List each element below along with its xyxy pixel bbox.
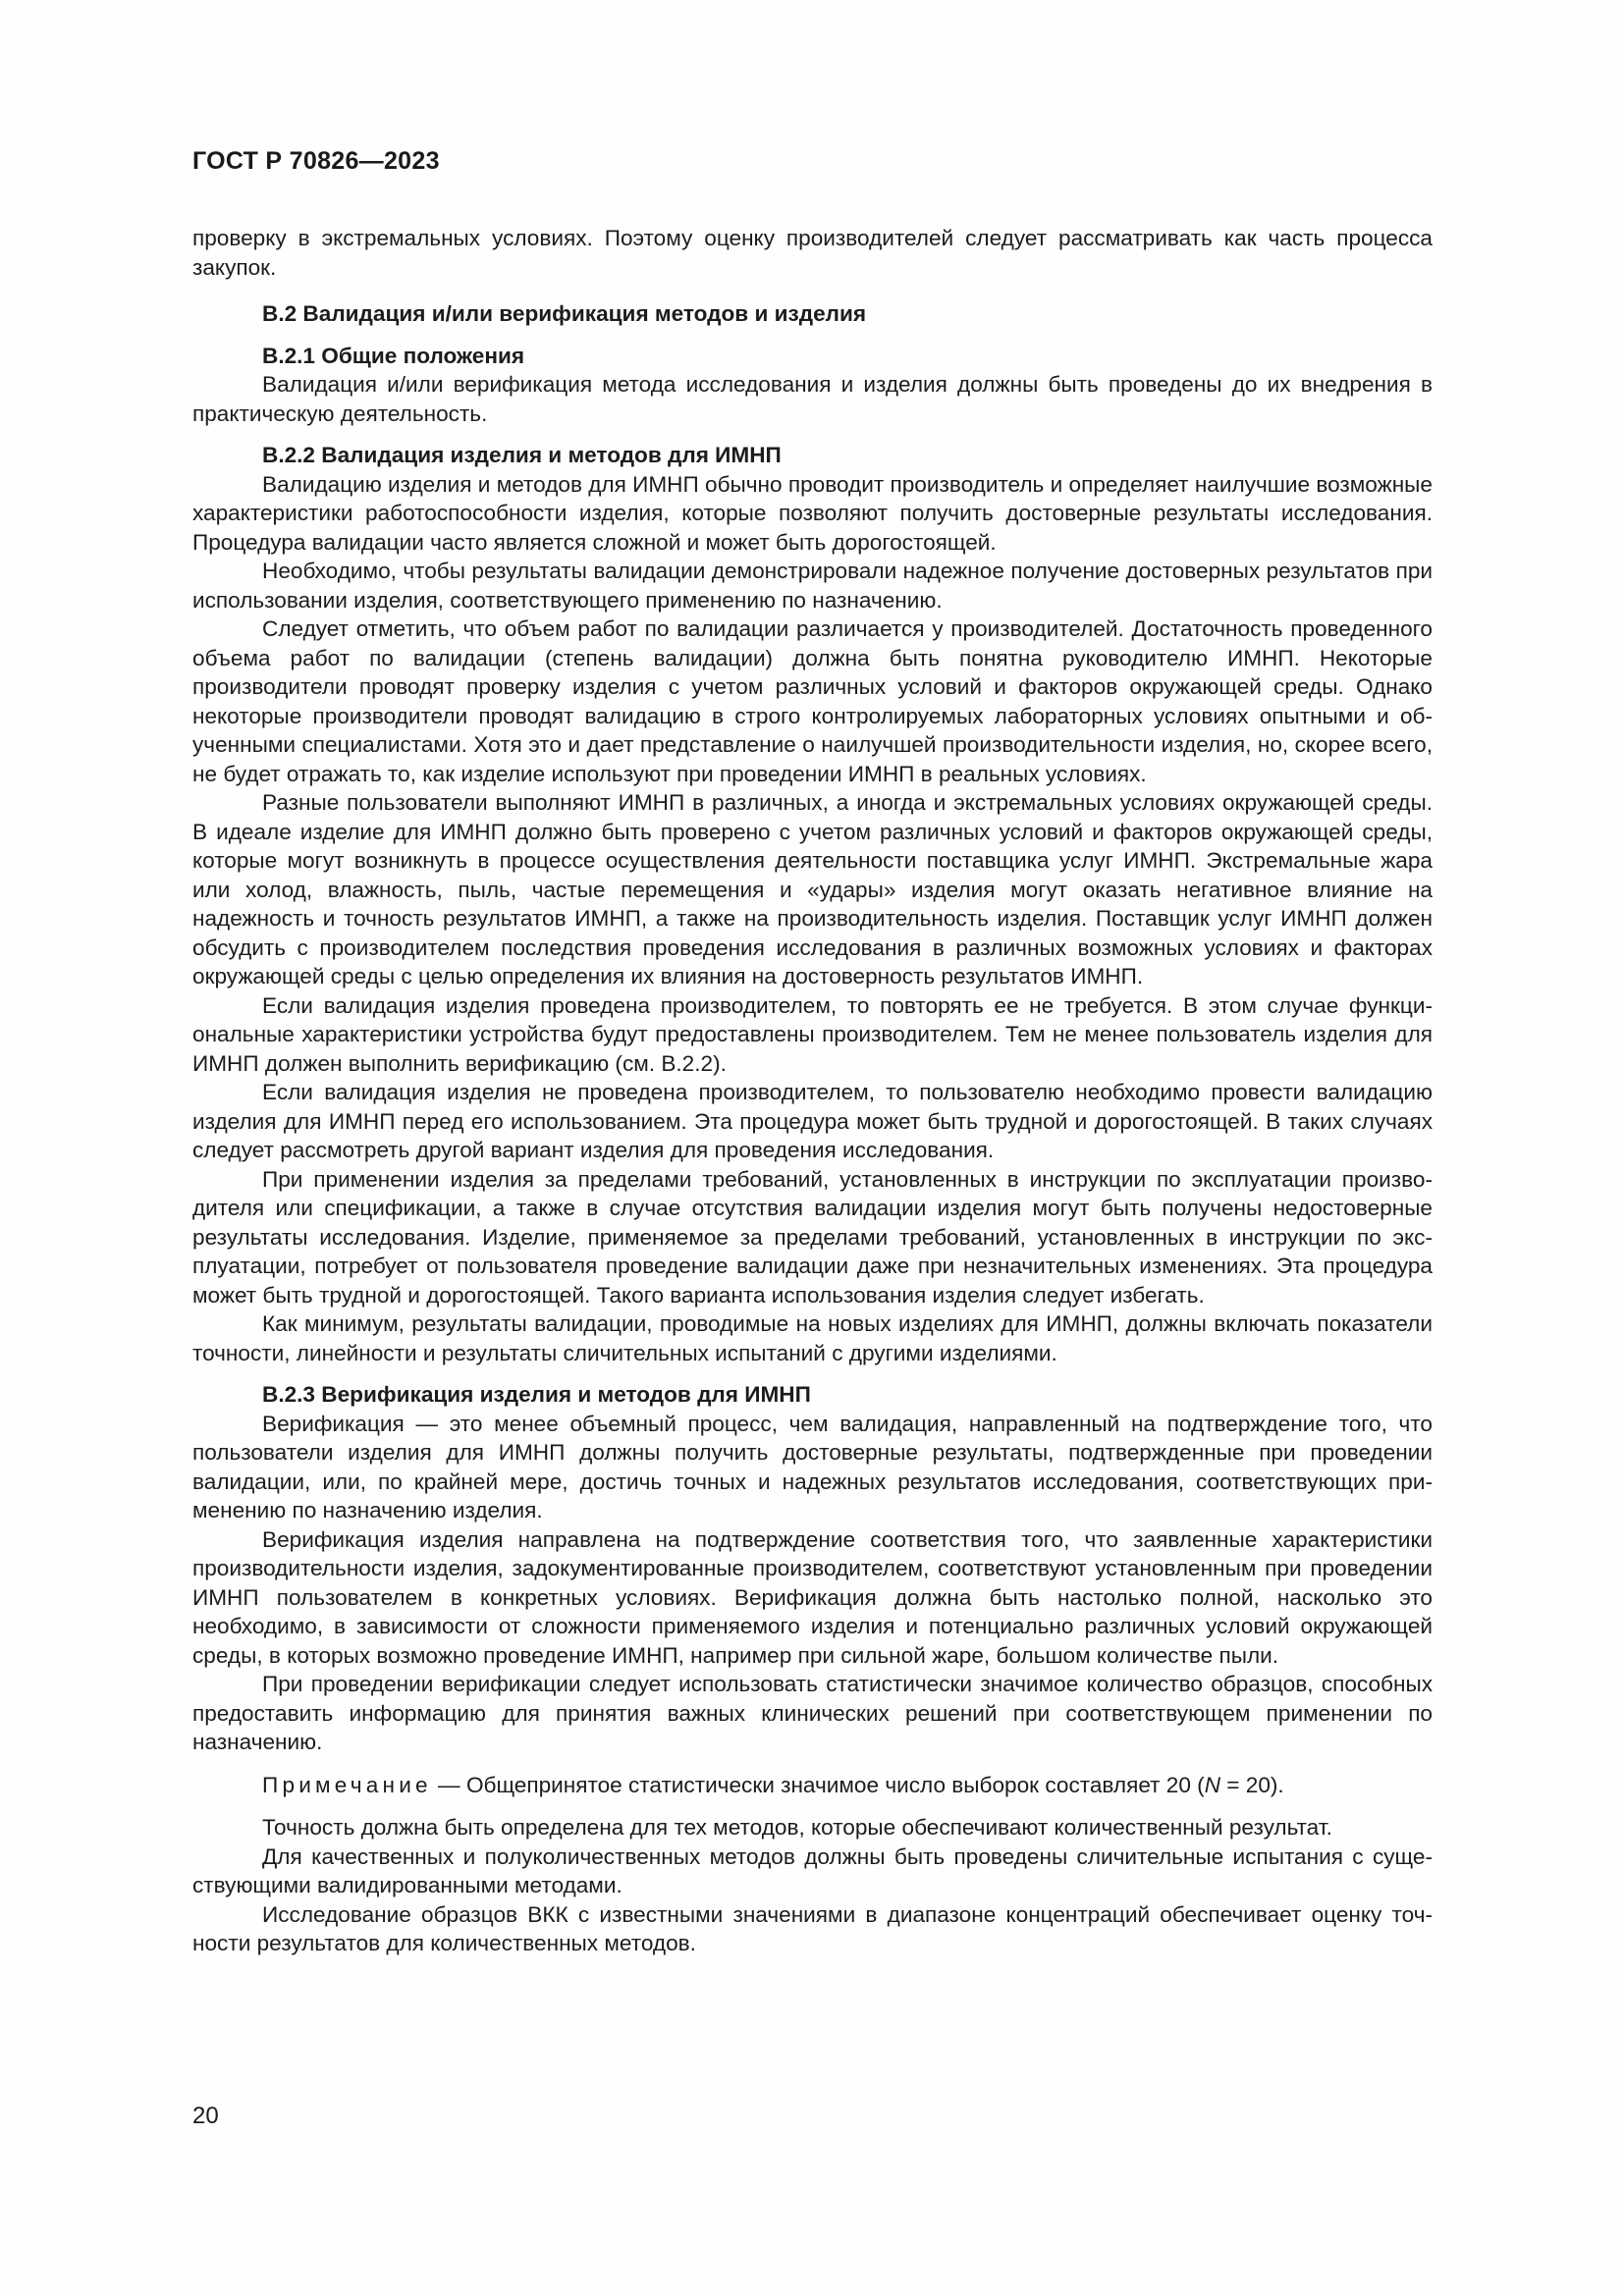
subsection-heading: В.2.1 Общие положения [262, 343, 525, 368]
body-paragraph: Если валидация изделия проведена производителем, то повторять ее не требуется. В этом случае функциональные характеристики устройства будут предоставлены производителем. Тем не менее пользователь изделия для ИМНП должен выполнить верификацию (см. В.2.2). [192, 992, 1433, 1076]
body-paragraph: Валидация и/или верификация метода исследования и изделия должны быть проведены до их внедрения в практическую деятельность. [192, 372, 1433, 426]
subsection-heading: В.2.2 Валидация изделия и методов для ИМНП [262, 443, 782, 467]
document-body [192, 224, 1433, 1958]
note-text-end: = 20). [1220, 1772, 1284, 1797]
note-paragraph [192, 1771, 1433, 1800]
body-paragraph: Разные пользователи выполняют ИМНП в различных, а иногда и экстремальных условиях окружающей среды. В идеале изделие для ИМНП должно быть проверено с учетом различных условий и факторов окружающей среды, которые могут возникнуть в процессе осуществления деятельности поставщика услуг ИМНП. Экстремальные жара или холод, влажность, пыль, частые перемещения и «удары» изделия могут оказать негативное влияние на надежность и точность результатов ИМНП, а также на производительность изделия. Поставщик услуг ИМНП должен обсудить с производителем последствия проведения исследования в различных возможных условиях и факторах окружающей среды с целью определения их влияния на достоверность результатов ИМНП. [192, 790, 1433, 988]
body-paragraph: Как минимум, результаты валидации, проводимые на новых изделиях для ИМНП, должны включать показатели точности, линейности и результаты сличительных испытаний с другими изделиями. [192, 1311, 1433, 1365]
section-heading: В.2 Валидация и/или верификация методов и изделия [262, 301, 867, 326]
body-paragraph: Исследование образцов ВКК с известными значениями в диапазоне концентраций обеспечивает оценку точности результатов для количественных методов. [192, 1901, 1433, 1955]
body-paragraph: Для качественных и полуколичественных методов должны быть проведены сличительные испытания с существующими валидированными методами. [192, 1843, 1433, 1897]
body-paragraph: проверку в экстремальных условиях. Поэтому оценку производителей следует рассматривать как часть процесса закупок. [192, 226, 1433, 280]
body-paragraph: Следует отметить, что объем работ по валидации различается у производителей. Достаточность проведенного объема работ по валидации (степень валидации) должна быть понятна руководителю ИМНП. Некоторые производители проводят проверку изделия с учетом различных условий и факторов окружающей среды. Однако некоторые производители проводят валидацию в строго контролируемых лабораторных условиях опытными и обученными специалистами. Хотя это и дает представление о наилучшей производительности изделия, но, скорее всего, не будет отражать то, как изделие используют при проведении ИМНП в реальных условиях. [192, 616, 1433, 786]
subsection-heading: В.2.3 Верификация изделия и методов для ИМНП [262, 1382, 811, 1407]
body-paragraph: Точность должна быть определена для тех методов, которые обеспечивают количественный результат. [262, 1815, 1332, 1840]
note-dash: — [431, 1772, 466, 1797]
page-number: 20 [192, 2103, 219, 2129]
body-paragraph: При проведении верификации следует использовать статистически значимое количество образцов, способных предоставить информацию для принятия важных клинических решений при соответствующем применении по назначению. [192, 1672, 1433, 1754]
document-header: ГОСТ Р 70826—2023 [192, 147, 440, 175]
body-paragraph: Верификация изделия направлена на подтверждение соответствия того, что заявленные характеристики производительности изделия, задокументированные производителем, соответствуют установленным при проведении ИМНП пользователем в конкретных условиях. Верификация должна быть настолько полной, насколько это необходимо, в зависимости от сложности применяемого изделия и потенциально различных условий окружающей среды, в которых возможно проведение ИМНП, например при сильной жаре, большом количестве пыли. [192, 1526, 1433, 1668]
body-paragraph: При применении изделия за пределами требований, установленных в инструкции по эксплуатации производителя или спецификации, а также в случае отсутствия валидации изделия могут быть получены недостоверные результаты исследования. Изделие, применяемое за пределами требований, установленных в инструкции по эксплуатации, потребует от пользователя проведение валидации даже при незначительных изменениях. Эта процедура может быть трудной и дорогостоящей. Такого варианта использования изделия следует избегать. [192, 1166, 1433, 1308]
body-paragraph: Верификация — это менее объемный процесс, чем валидация, направленный на подтверждение того, что пользователи изделия для ИМНП должны получить достоверные результаты, подтвержденные при проведении валидации, или, по крайней мере, достичь точных и надежных результатов исследования, соответствующих применению по назначению изделия. [192, 1411, 1433, 1522]
body-paragraph: Валидацию изделия и методов для ИМНП обычно проводит производитель и определяет наилучшие возможные характеристики работоспособности изделия, которые позволяют получить достоверные результаты исследования. Процедура валидации часто является сложной и может быть дорогостоящей. [192, 471, 1433, 555]
note-text: Общепринятое статистически значимое число выборок составляет 20 ( [465, 1772, 1205, 1797]
body-paragraph: Необходимо, чтобы результаты валидации демонстрировали надежное получение достоверных результатов при использовании изделия, соответствующего применению по назначению. [192, 559, 1433, 613]
note-label: Примечание [262, 1772, 432, 1797]
note-variable: N [1204, 1772, 1221, 1797]
body-paragraph: Если валидация изделия не проведена производителем, то пользователю необходимо провести валидацию изделия для ИМНП перед его использованием. Эта процедура может быть трудной и дорогостоящей. В таких случаях следует рассмотреть другой вариант изделия для проведения исследования. [192, 1080, 1433, 1162]
